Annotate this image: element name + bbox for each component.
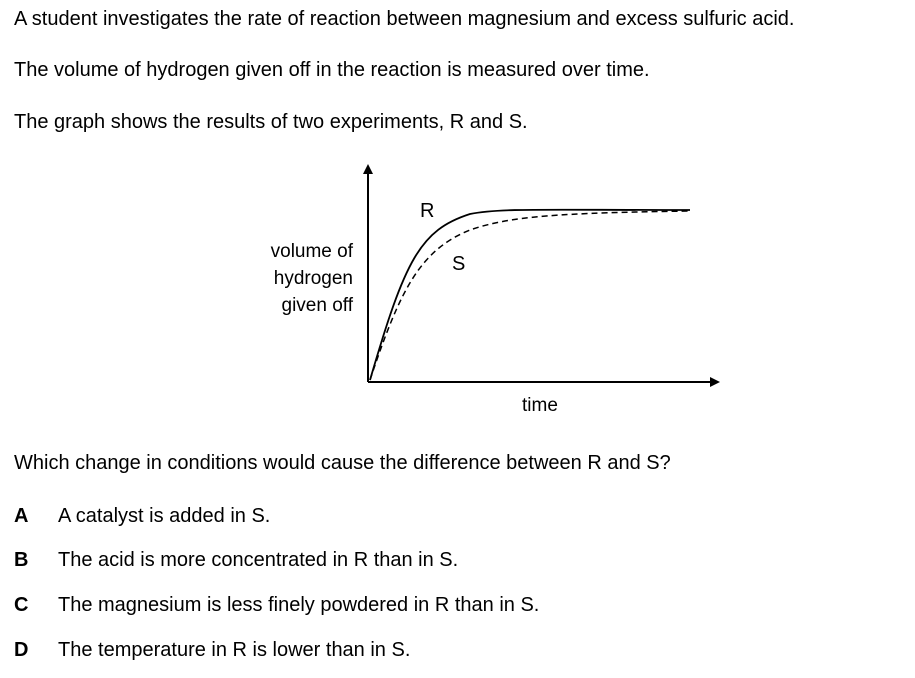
option-d-letter: D [14,639,29,661]
option-a[interactable] [14,504,270,528]
intro-line-1: A student investigates the rate of reaction between magnesium and excess sulfuric acid. [14,8,795,30]
curve-s-label: S [452,253,466,275]
option-a-letter: A [14,505,29,527]
option-b-letter: B [14,549,29,571]
option-b-text: The acid is more concentrated in R than in S. [58,549,459,571]
option-c-text: The magnesium is less finely powdered in R than in S. [58,594,540,616]
option-c[interactable] [14,593,539,617]
option-d-text: The temperature in R is lower than in S. [58,639,411,661]
y-axis-label-line-1: volume of [270,241,353,262]
x-axis-label: time [522,395,558,416]
option-a-text: A catalyst is added in S. [58,505,271,527]
option-b[interactable] [14,548,458,572]
intro-line-2: The volume of hydrogen given off in the reaction is measured over time. [14,59,650,81]
y-axis-label-line-2: hydrogen [273,268,353,289]
option-d[interactable] [14,638,410,662]
y-axis-label-line-3: given off [281,295,353,316]
intro-line-3: The graph shows the results of two experiments, R and S. [14,111,528,133]
curve-s [370,211,690,380]
question-text: Which change in conditions would cause the difference between R and S? [14,452,671,474]
curve-r-label: R [420,200,435,222]
option-c-letter: C [14,594,29,616]
y-axis-label [153,238,353,319]
curve-r [370,210,690,380]
